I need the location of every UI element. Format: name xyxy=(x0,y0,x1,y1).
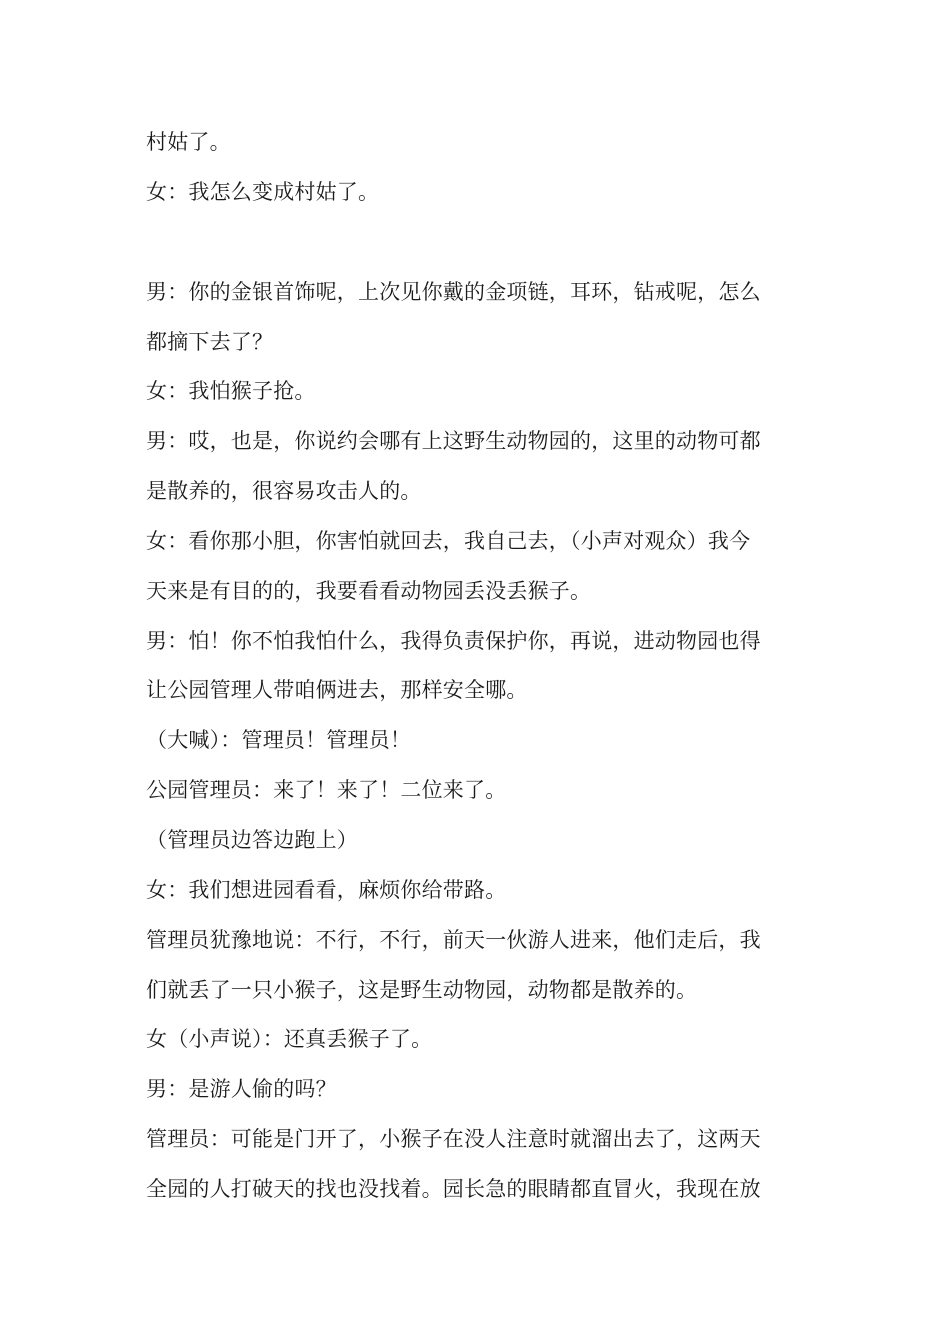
text-line: 女：我怕猴子抢。 xyxy=(146,379,316,403)
text-line: 女：我怎么变成村姑了。 xyxy=(146,180,380,204)
text-line: （管理员边答边跑上） xyxy=(146,828,358,852)
text-line: 男：是游人偷的吗？ xyxy=(146,1077,337,1101)
text-line: 男：哎，也是，你说约会哪有上这野生动物园的，这里的动物可都 xyxy=(146,429,761,453)
text-line: 管理员犹豫地说：不行，不行，前天一伙游人进来，他们走后，我 xyxy=(146,928,761,952)
text-line: 是散养的，很容易攻击人的。 xyxy=(146,479,422,503)
text-line: 女：我们想进园看看，麻烦你给带路。 xyxy=(146,878,507,902)
text-line: 公园管理员：来了！来了！二位来了。 xyxy=(146,778,507,802)
text-line: 们就丢了一只小猴子，这是野生动物园，动物都是散养的。 xyxy=(146,978,698,1002)
text-line: 女：看你那小胆，你害怕就回去，我自己去，（小声对观众）我今 xyxy=(146,529,751,553)
text-line: 男：怕！你不怕我怕什么，我得负责保护你，再说，进动物园也得 xyxy=(146,629,761,653)
text-line: 管理员：可能是门开了，小猴子在没人注意时就溜出去了，这两天 xyxy=(146,1127,761,1151)
text-line: （大喊）：管理员！管理员！ xyxy=(146,728,412,752)
text-line: 女（小声说）：还真丢猴子了。 xyxy=(146,1027,433,1051)
text-line: 男：你的金银首饰呢，上次见你戴的金项链，耳环，钻戒呢，怎么 xyxy=(146,280,761,304)
text-line: 让公园管理人带咱俩进去，那样安全哪。 xyxy=(146,678,528,702)
text-line: 全园的人打破天的找也没找着。园长急的眼睛都直冒火，我现在放 xyxy=(146,1177,761,1201)
text-line: 村姑了。 xyxy=(146,130,231,154)
text-line: 都摘下去了？ xyxy=(146,330,274,354)
text-line: 天来是有目的的，我要看看动物园丢没丢猴子。 xyxy=(146,579,592,603)
